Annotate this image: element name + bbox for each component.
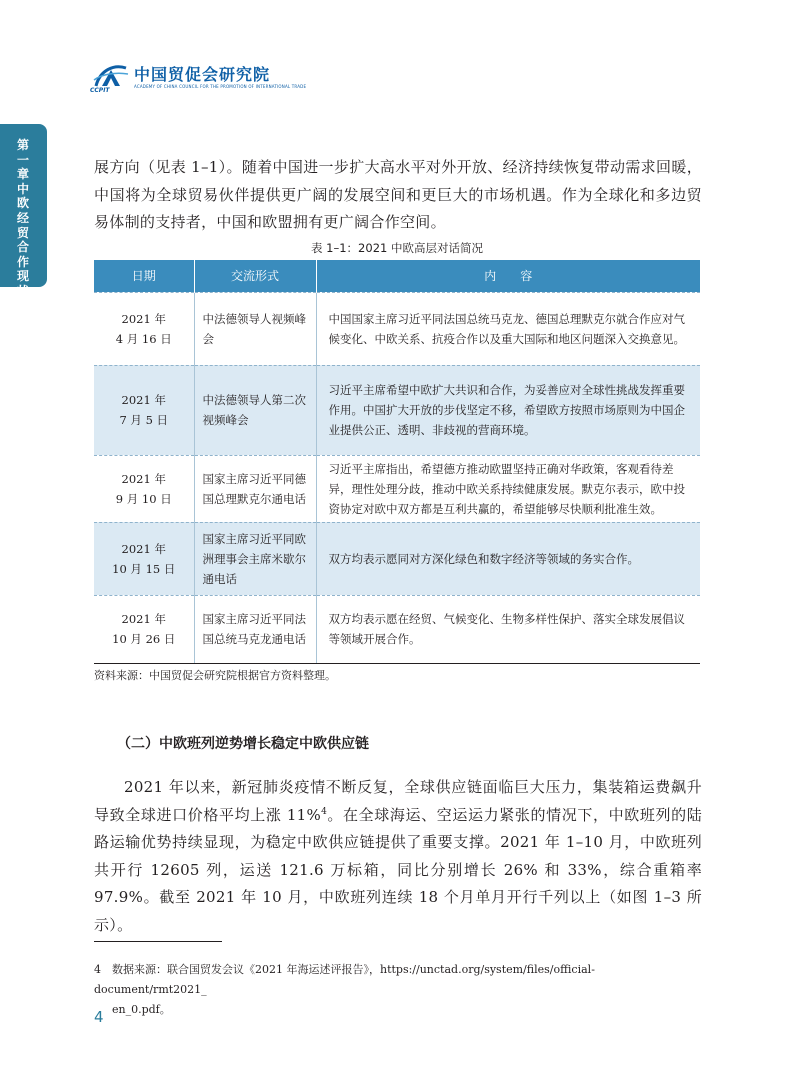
chapter-side-tab-label: 第一章 中欧经贸合作现状: [16, 138, 29, 298]
table-header-row: [94, 260, 700, 292]
footnote-text-continued: en_0.pdf。: [112, 1003, 171, 1016]
row-content: 中国国家主席习近平同法国总统马克龙、德国总理默克尔就合作应对气候变化、中欧关系、抗疫合作以及重大国际和地区问题深入交换意见。: [316, 292, 700, 365]
intro-paragraph: 展方向（见表 1–1）。随着中国进一步扩大高水平对外开放、经济持续恢复带动需求回暖，中国将为全球贸易伙伴提供更广阔的发展空间和更巨大的市场机遇。作为全球化和多边贸易体制的支持者，中国和欧盟拥有更广阔合作空间。: [94, 158, 702, 231]
org-abbreviation: CCPIT: [90, 87, 110, 94]
header-date: 日期: [94, 260, 194, 292]
section-heading: （二）中欧班列逆势增长稳定中欧供应链: [117, 736, 369, 752]
header-form: 交流形式: [194, 260, 316, 292]
table-caption: 表 1–1：2021 中欧高层对话简况: [311, 241, 483, 255]
footnote: [94, 960, 704, 1020]
table-source-note: 资料来源：中国贸促会研究院根据官方资料整理。: [94, 669, 336, 682]
dialogue-table: [94, 260, 700, 664]
row-form: 国家主席习近平同法国总统马克龙通电话: [194, 595, 316, 663]
body-paragraph: [94, 774, 702, 939]
row-form: 国家主席习近平同欧洲理事会主席米歇尔通电话: [194, 522, 316, 595]
table-row: [94, 595, 700, 663]
ccpit-logo-icon: [92, 60, 130, 96]
chapter-side-tab: [0, 124, 47, 298]
row-form: 国家主席习近平同德国总理默克尔通电话: [194, 455, 316, 522]
body-text-after-ref: 。在全球海运、空运运力紧张的情况下，中欧班列的陆路运输优势持续显现，为稳定中欧供应链提供了重要支撑。2021 年 1–10 月，中欧班列共开行 12605 列，运送 121.6 万标箱，同比分别增长 26% 和 33%，综合重箱率 97.9%。截至 2021 年 10 月，中欧班列连续 18 个月单月开行千列以上（如图 1–3 所示）。: [94, 805, 702, 934]
footnote-text: 数据来源：联合国贸发会议《2021 年海运述评报告》，https://unctad.org/system/files/official-document/rmt2021_: [94, 963, 595, 996]
table-row: [94, 365, 700, 455]
footnote-reference[interactable]: 4: [321, 806, 328, 817]
row-form: 中法德领导人视频峰会: [194, 292, 316, 365]
header-logo: [92, 60, 306, 96]
row-form: 中法德领导人第二次视频峰会: [194, 365, 316, 455]
page-number: 4: [94, 1008, 104, 1026]
row-date: 2021 年 4 月 16 日: [94, 292, 194, 365]
table-row: [94, 522, 700, 595]
table-row: [94, 292, 700, 365]
header-content: 内 容: [316, 260, 700, 292]
row-date: 2021 年 10 月 15 日: [94, 522, 194, 595]
footnote-number: 4: [94, 963, 101, 976]
row-content: 习近平主席指出，希望德方推动欧盟坚持正确对华政策，客观看待差异，理性处理分歧，推动中欧关系持续健康发展。默克尔表示，欧中投资协定对欧中双方都是互利共赢的，希望能够尽快顺利批准生效。: [316, 455, 700, 522]
row-date: 2021 年 9 月 10 日: [94, 455, 194, 522]
org-name: 中国贸促会研究院: [134, 65, 271, 84]
org-subtitle: ACADEMY OF CHINA COUNCIL FOR THE PROMOTION OF INTERNATIONAL TRADE: [134, 84, 307, 89]
row-date: 2021 年 10 月 26 日: [94, 595, 194, 663]
row-date: 2021 年 7 月 5 日: [94, 365, 194, 455]
table-row: [94, 455, 700, 522]
body-text-before-ref: 2021 年以来，新冠肺炎疫情不断反复，全球供应链面临巨大压力，集装箱运费飙升导致全球进口价格平均上涨 11%: [94, 778, 702, 824]
row-content: 习近平主席希望中欧扩大共识和合作，为妥善应对全球性挑战发挥重要作用。中国扩大开放的步伐坚定不移，希望欧方按照市场原则为中国企业提供公正、透明、非歧视的营商环境。: [316, 365, 700, 455]
footnote-divider: [94, 941, 222, 942]
row-content: 双方均表示愿在经贸、气候变化、生物多样性保护、落实全球发展倡议等领域开展合作。: [316, 595, 700, 663]
row-content: 双方均表示愿同对方深化绿色和数字经济等领域的务实合作。: [316, 522, 700, 595]
